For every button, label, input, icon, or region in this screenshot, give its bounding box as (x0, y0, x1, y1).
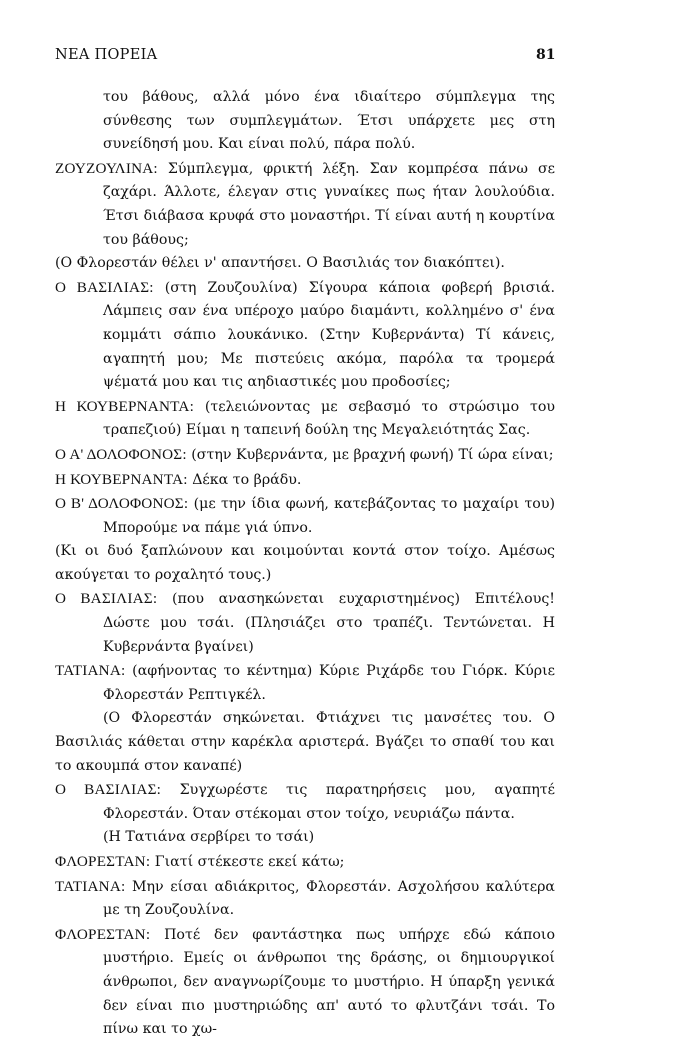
entry-text: Μην είσαι αδιάκριτος, Φλορεστάν. Ασχολήσου καλύτερα με τη Ζουζουλίνα. (103, 878, 555, 919)
speaker-name: ΖΟΥΖΟΥΛΙΝΑ: (55, 159, 158, 177)
dialogue-entry (55, 492, 555, 540)
speaker-name: ΤΑΤΙΑΝΑ: (55, 662, 126, 680)
play-text (55, 86, 555, 1042)
stage-direction (55, 707, 555, 778)
entry-text: (Η Τατιάνα σερβίρει το τσάι) (103, 829, 315, 846)
dialogue-entry (55, 157, 555, 252)
entry-text: (Ο Φλορεστάν θέλει ν' απαντήσει. Ο Βασιλιάς τον διακόπτει). (55, 255, 505, 272)
entry-text: του βάθους, αλλά μόνο ένα ιδιαίτερο σύμπλεγμα της σύνθεσης των συμπλεγμάτων. Έτσι υπάρχετε μες στη συνείδησή μου. Και είναι πολύ, πάρα πολύ. (103, 89, 555, 153)
entry-text: Δέκα το βράδυ. (192, 471, 302, 488)
speaker-name: Η ΚΟΥΒΕΡΝΑΝΤΑ: (55, 397, 194, 415)
entry-text: Συγχωρέστε τις παρατηρήσεις μου, αγαπητέ Φλορεστάν. Όταν στέκομαι στον τοίχο, νευριάζω πάντα. (103, 782, 555, 822)
dialogue-entry (55, 778, 555, 826)
speaker-name: Ο Β' ΔΟΛΟΦΟΝΟΣ: (55, 495, 189, 513)
dialogue-entry (55, 468, 555, 493)
stage-direction (55, 252, 555, 276)
entry-text: Ποτέ δεν φαντάστηκα πως υπήρχε εδώ κάποιο μυστήριο. Εμείς οι άνθρωποι της δράσης, οι δημιουργικοί άνθρωποι, δεν αναγνωρίζουμε το μυστήριο. Η ύπαρξη γενικά δεν είναι πιο μυστηριώδης απ' αυτό το φλυτζάνι τσάι. Το πίνω και το χω- (103, 926, 555, 1038)
entry-text: (στην Κυβερνάντα, με βραχνή φωνή) Τί ώρα είναι; (191, 446, 554, 463)
dialogue-entry (55, 875, 555, 923)
dialogue-entry (55, 276, 555, 395)
stage-direction (55, 826, 555, 850)
dialogue-entry (55, 659, 555, 707)
speaker-name: Ο ΒΑΣΙΛΙΑΣ: (55, 590, 158, 608)
dialogue-entry (55, 850, 555, 875)
speaker-name: Ο Α' ΔΟΛΟΦΟΝΟΣ: (55, 445, 187, 463)
stage-direction (55, 540, 555, 587)
entry-text: (τελειώνοντας με σεβασμό το στρώσιμο του τραπεζιού) Είμαι η ταπεινή δούλη της Μεγαλειότητάς Σας. (103, 398, 555, 439)
dialogue-entry (55, 587, 555, 659)
speaker-name: Ο ΒΑΣΙΛΙΑΣ: (55, 278, 154, 296)
entry-text: (στη Ζουζουλίνα) Σίγουρα κάποια φοβερή βρισιά. Λάμπεις σαν ένα υπέροχο μαύρο διαμάντι, κολλημένο σ' ένα κομμάτι σάπιο λουκάνικο. (Στην Κυβερνάντα) Τί κάνεις, αγαπητή μου; Με πιστεύεις ακόμα, παρόλα τα τρομερά ψέματά μου και τις αηδιαστικές μου προδοσίες; (103, 279, 555, 391)
entry-text: (που ανασηκώνεται ευχαριστημένος) Επιτέλους! Δώστε μου τσάι. (Πλησιάζει στο τραπέζι. Τεντώνεται. Η Κυβερνάντα βγαίνει) (103, 591, 555, 655)
dialogue-entry (55, 443, 555, 468)
dialogue-entry (55, 395, 555, 443)
entry-text: (Ο Φλορεστάν σηκώνεται. Φτιάχνει τις μανσέτες του. Ο Βασιλιάς κάθεται στην καρέκλα αριστερά. Βγάζει το σπαθί του και το ακουμπά στον καναπέ) (55, 710, 555, 774)
entry-text: (αφήνοντας το κέντημα) Κύριε Ριχάρδε του Γιόρκ. Κύριε Φλορεστάν Ρεπτιγκέλ. (103, 663, 556, 703)
speaker-name: ΤΑΤΙΑΝΑ: (55, 877, 126, 895)
stage-direction (55, 86, 555, 157)
entry-text: Σύμπλεγμα, φρικτή λέξη. Σαν κομπρέσα πάνω σε ζαχάρι. Άλλοτε, έλεγαν στις γυναίκες πως ήταν λουλούδια. Έτσι διάβασα κρυφά στο μοναστήρι. Τί είναι αυτή η κουρτίνα του βάθους; (103, 160, 555, 248)
speaker-name: ΦΛΟΡΕΣΤΑΝ: (55, 853, 151, 870)
entry-text: (Κι οι δυό ξαπλώνουν και κοιμούνται κοντά στον τοίχο. Αμέσως ακούγεται το ροχαλητό τους.) (55, 543, 555, 583)
entry-text: (με την ίδια φωνή, κατεβάζοντας το μαχαίρι του) Μπορούμε να πάμε γιά ύπνο. (103, 496, 555, 536)
running-title: ΝΕΑ ΠΟΡΕΙΑ (55, 47, 158, 63)
page-number: 81 (536, 47, 556, 63)
speaker-name: ΦΛΟΡΕΣΤΑΝ: (55, 925, 151, 943)
speaker-name: Η ΚΟΥΒΕΡΝΑΝΤΑ: (55, 470, 188, 488)
speaker-name: Ο ΒΑΣΙΛΙΑΣ: (55, 781, 162, 799)
entry-text: Γιατί στέκεστε εκεί κάτω; (154, 854, 345, 870)
